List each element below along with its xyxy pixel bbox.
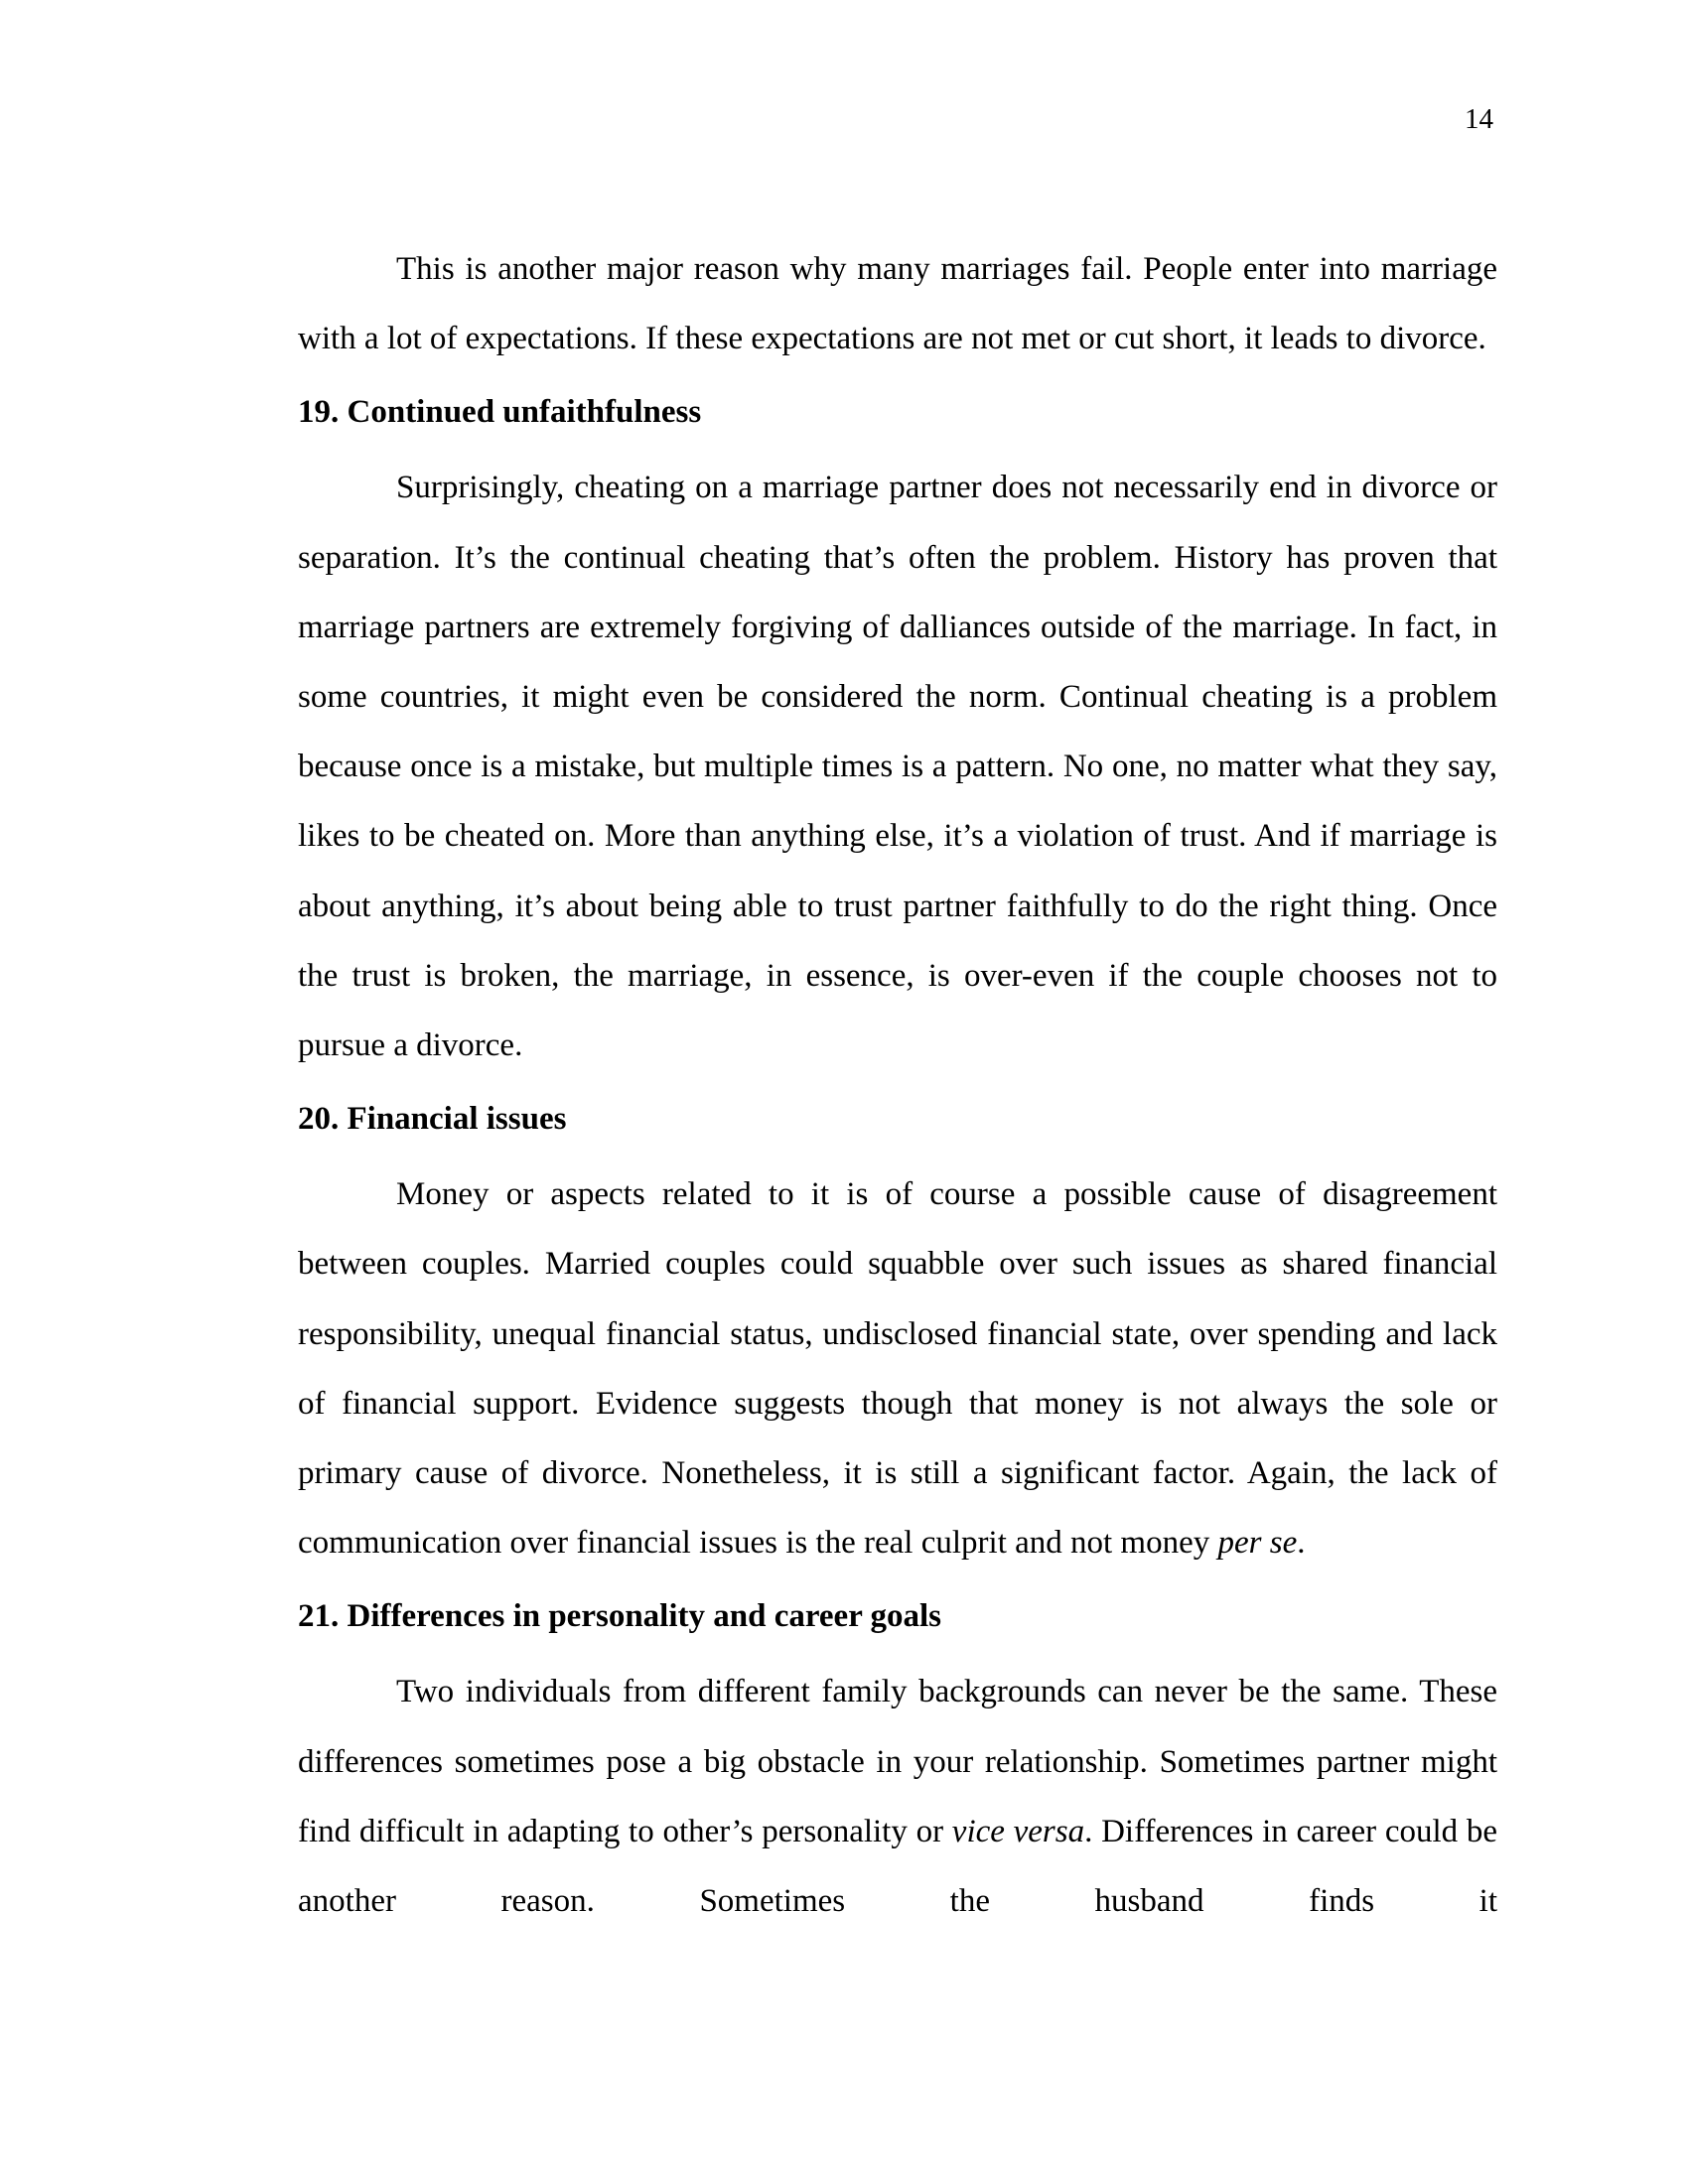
section-heading-19: 19. Continued unfaithfulness: [298, 394, 702, 431]
italic-vice-versa: vice versa: [951, 1813, 1085, 1849]
paragraph-financial-end: .: [1297, 1525, 1306, 1562]
paragraph-unfaithfulness: Surprisingly, cheating on a marriage partner does not necessarily end in divorce or separation. It’s the continual cheating that’s often the problem. History has proven that marriage partners are extremely forgiving of dalliances outside of the marriage. In fact, in some countries, it might even be considered the norm. Continual cheating is a problem because once is a mistake, but multiple times is a pattern. No one, no matter what they say, likes to be cheated on. More than anything else, it’s a violation of trust. And if marriage is about anything, it’s about being able to trust partner faithfully to do the right thing. Once the trust is broken, the marriage, in essence, is over-even if the couple chooses not to pursue a divorce.: [298, 470, 1497, 1064]
paragraph-financial-text: Money or aspects related to it is of course a possible cause of disagreement between couples. Married couples could squabble over such issues as shared financial responsibility, unequal financial status, undisclosed financial state, over spending and lack of financial support. Evidence suggests though that money is not always the sole or primary cause of divorce. Nonetheless, it is still a significant factor. Again, the lack of communication over financial issues is the real culprit and not money: [298, 1176, 1497, 1562]
section-heading-21: 21. Differences in personality and career goals: [298, 1598, 942, 1635]
paragraph-differences: [298, 1657, 1497, 1936]
page-number: 14: [1465, 103, 1493, 135]
italic-per-se: per se: [1217, 1525, 1298, 1562]
section-heading-20: 20. Financial issues: [298, 1101, 567, 1138]
paragraph-differences-text: Two individuals from different family backgrounds can never be the same. These differences sometimes pose a big obstacle in your relationship. Sometimes partner might find difficult in adapting to other’s personality or: [298, 1674, 1497, 1849]
paragraph-expectations: This is another major reason why many marriages fail. People enter into marriage with a lot of expectations. If these expectations are not met or cut short, it leads to divorce.: [298, 251, 1497, 357]
paragraph-differences-rest: . Differences in career could be another reason. Sometimes the husband finds it: [298, 1813, 1498, 1920]
body-text: [298, 234, 1497, 1936]
paragraph-financial: [298, 1160, 1497, 1577]
